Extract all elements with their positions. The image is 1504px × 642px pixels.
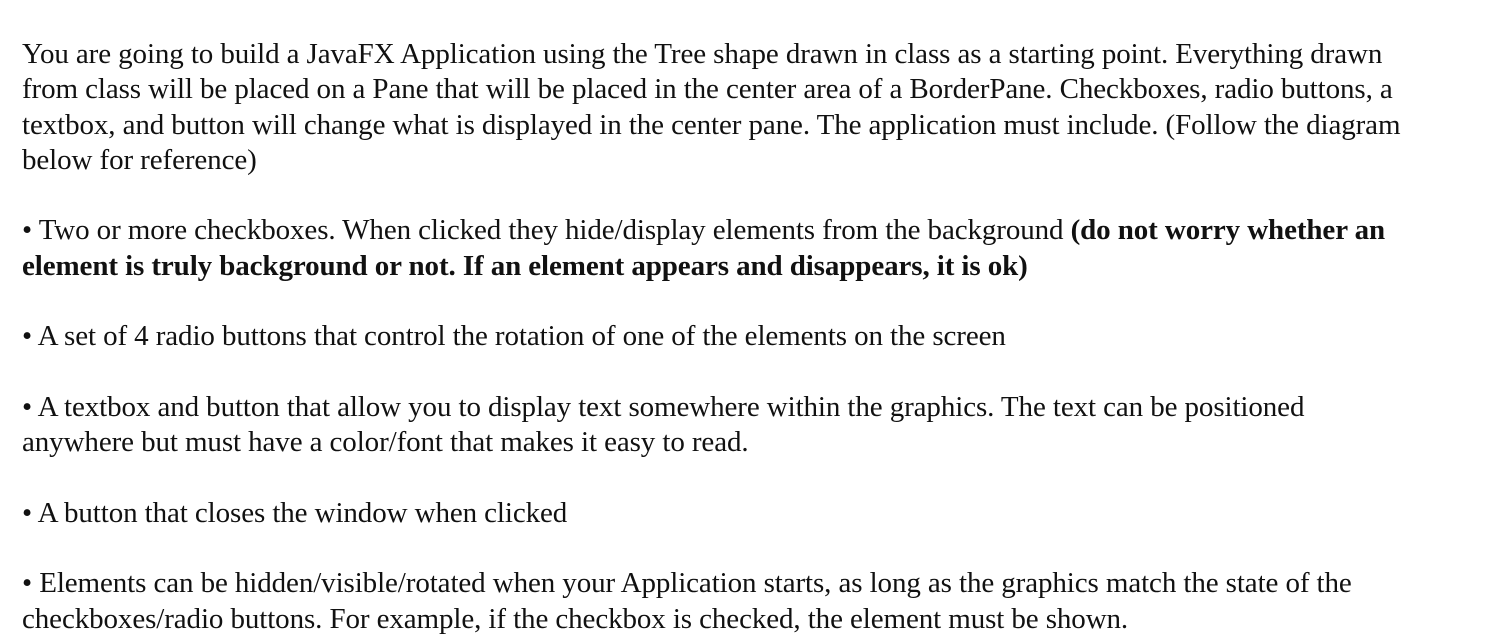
bullet-text: Elements can be hidden/visible/rotated when your Application starts, as long as the graphics match the state of the [32,567,1352,600]
bullet-mark: • [22,320,33,353]
paragraph-spacer [22,461,1498,496]
bullet-mark: • [22,214,33,247]
intro-line: from class will be placed on a Pane that will be placed in the center area of a BorderPane. Checkboxes, radio buttons, a [22,73,1393,106]
paragraph-spacer [22,531,1498,566]
bullet-textbox-button [22,390,1498,461]
bullet-bold-text: element is truly background or not. If an element appears and disappears, it is ok) [22,249,1028,282]
paragraph-spacer [22,284,1498,319]
bullet-line: checkboxes/radio buttons. For example, if the checkbox is checked, the element must be shown. [22,602,1129,635]
bullet-line [22,566,1498,601]
bullet-initial-state [22,566,1498,637]
bullet-close-button [22,496,1498,531]
assignment-text [22,37,1498,637]
bullet-text: A button that closes the window when clicked [32,496,568,529]
bullet-checkboxes [22,213,1498,284]
bullet-text: Two or more checkboxes. When clicked they hide/display elements from the background [32,214,1071,247]
bullet-line [22,390,1498,425]
intro-line: textbox, and button will change what is displayed in the center pane. The application must include. (Follow the diagram [22,108,1401,141]
bullet-line [22,249,1498,284]
bullet-line [22,213,1498,248]
bullet-text: A set of 4 radio buttons that control the rotation of one of the elements on the screen [32,320,1006,353]
bullet-text: A textbox and button that allow you to display text somewhere within the graphics. The text can be positioned [32,390,1305,423]
paragraph-spacer [22,355,1498,390]
bullet-line: anywhere but must have a color/font that makes it easy to read. [22,426,749,459]
bullet-line [22,319,1498,354]
bullet-radio-buttons [22,319,1498,354]
intro-line: You are going to build a JavaFX Application using the Tree shape drawn in class as a starting point. Everything drawn [22,38,1383,70]
bullet-line [22,496,1498,531]
bullet-mark: • [22,567,33,600]
intro-paragraph [22,37,1498,178]
intro-line: below for reference) [22,143,257,176]
bullet-bold-text: (do not worry whether an [1070,214,1386,247]
paragraph-spacer [22,178,1498,213]
bullet-mark: • [22,496,33,529]
bullet-mark: • [22,390,33,423]
